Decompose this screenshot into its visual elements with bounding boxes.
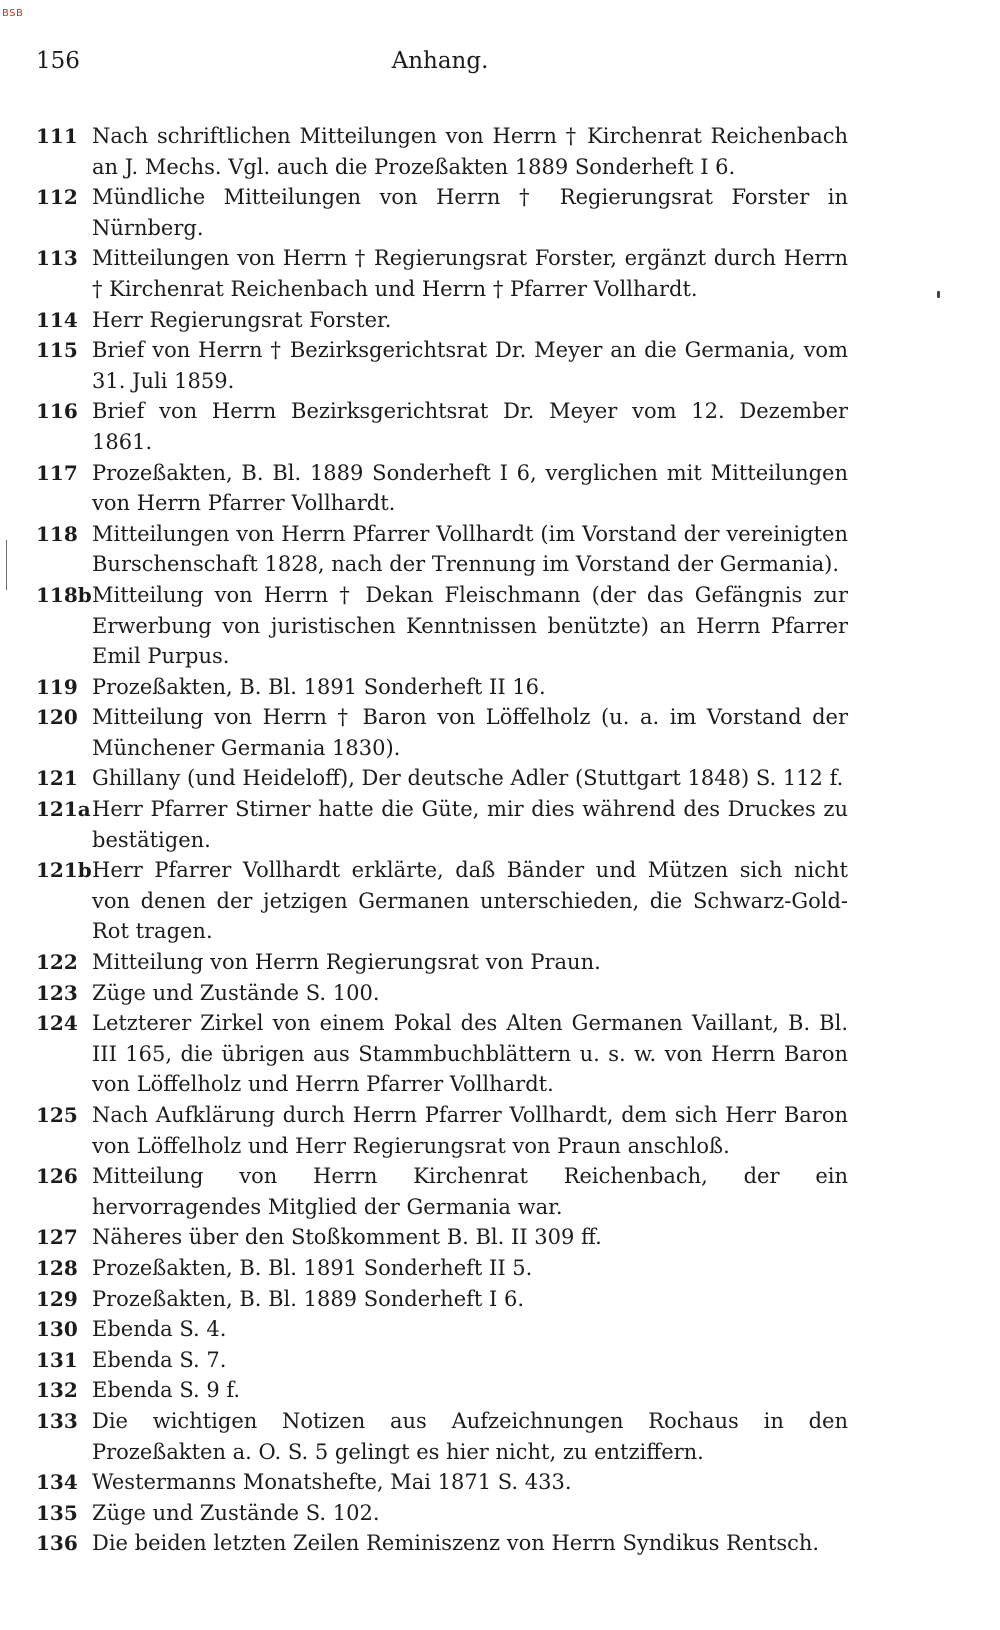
endnote-item [36, 243, 848, 304]
endnote-text: Brief von Herrn Bezirksgerichtsrat Dr. Meyer vom 12. Dezember 1861. [92, 399, 848, 454]
endnote-number: 129 [36, 1286, 78, 1311]
endnote-number: 117 [36, 460, 78, 485]
endnote-number: 119 [36, 674, 78, 699]
endnote-number: 123 [36, 980, 78, 1005]
endnote-item [36, 580, 848, 672]
endnote-text: Mitteilungen von Herrn † Regierungsrat Forster, ergänzt durch Herrn † Kirchenrat Reichenbach und Herrn † Pfarrer Vollhardt. [92, 246, 848, 301]
endnote-item [36, 1406, 848, 1467]
endnote-number: 120 [36, 705, 78, 730]
endnote-text: Ebenda S. 4. [92, 1317, 227, 1342]
endnote-item [36, 794, 848, 855]
endnote-text: Die beiden letzten Zeilen Reminiszenz von Herrn Syndikus Rentsch. [92, 1531, 820, 1556]
endnote-item [36, 335, 848, 396]
endnote-text: Mitteilungen von Herrn Pfarrer Vollhardt (im Vorstand der vereinigten Burschenschaft 1828, nach der Trennung im Vorstand der Germania). [92, 521, 848, 577]
endnote-number: 128 [36, 1255, 78, 1280]
endnote-item [36, 305, 848, 336]
page-header [36, 48, 844, 88]
endnote-item [36, 947, 848, 978]
endnote-text: Prozeßakten, B. Bl. 1889 Sonderheft I 6. [92, 1286, 525, 1311]
endnote-number: 116 [36, 399, 78, 424]
endnote-number: 130 [36, 1317, 78, 1342]
endnote-text: Nach Aufklärung durch Herrn Pfarrer Vollhardt, dem sich Herr Baron von Löffelholz und Herr Regierungsrat von Praun anschloß. [92, 1103, 848, 1158]
endnote-item [36, 121, 848, 182]
endnote-number: 121b [36, 858, 92, 883]
endnote-text: Brief von Herrn † Bezirksgerichtsrat Dr. Meyer an die Germania, vom 31. Juli 1859. [92, 338, 848, 393]
endnote-number: 122 [36, 950, 78, 975]
running-title: Anhang. [391, 48, 489, 74]
endnote-text: Näheres über den Stoßkomment B. Bl. II 309 ff. [92, 1225, 602, 1250]
endnote-item [36, 1222, 848, 1253]
endnote-text: Nach schriftlichen Mitteilungen von Herrn † Kirchenrat Reichenbach an J. Mechs. Vgl. auch die Prozeßakten 1889 Sonderheft I 6. [92, 124, 848, 179]
endnote-item [36, 672, 848, 703]
endnote-text: Letzterer Zirkel von einem Pokal des Alten Germanen Vaillant, B. Bl. III 165, die übrigen aus Stammbuchblättern u. s. w. von Herrn Baron von Löffelholz und Herrn Pfarrer Vollhardt. [92, 1011, 848, 1097]
endnote-text: Westermanns Monatshefte, Mai 1871 S. 433. [92, 1470, 572, 1495]
endnote-item [36, 1467, 848, 1498]
endnote-item [36, 1008, 848, 1100]
endnote-number: 132 [36, 1378, 78, 1403]
endnote-text: Mitteilung von Herrn † Dekan Fleischmann (der das Gefängnis zur Erwerbung von juristischen Kenntnissen benützte) an Herrn Pfarrer Emil Purpus. [92, 582, 848, 669]
endnote-text: Ghillany (und Heideloff), Der deutsche Adler (Stuttgart 1848) S. 112 f. [92, 766, 844, 791]
endnote-number: 115 [36, 338, 78, 363]
endnote-item [36, 519, 848, 580]
page-number: 156 [36, 48, 80, 74]
endnote-item [36, 1100, 848, 1161]
endnote-item [36, 855, 848, 947]
endnote-text: Züge und Zustände S. 100. [92, 980, 380, 1005]
endnote-text: Ebenda S. 9 f. [92, 1378, 241, 1403]
endnote-number: 134 [36, 1470, 78, 1495]
endnote-item [36, 1284, 848, 1315]
endnote-text: Herr Regierungsrat Forster. [92, 307, 392, 332]
endnote-number: 124 [36, 1011, 78, 1036]
endnote-text: Prozeßakten, B. Bl. 1891 Sonderheft II 16. [92, 674, 546, 699]
endnote-number: 126 [36, 1164, 78, 1189]
endnote-number: 127 [36, 1225, 78, 1250]
endnote-number: 118 [36, 521, 78, 546]
endnote-item [36, 1314, 848, 1345]
endnote-item [36, 182, 848, 243]
endnote-item [36, 1498, 848, 1529]
endnote-number: 118b [36, 582, 92, 607]
endnote-text: Mitteilung von Herrn Regierungsrat von Praun. [92, 950, 601, 975]
endnote-number: 136 [36, 1531, 78, 1556]
endnote-text: Die wichtigen Notizen aus Aufzeichnungen Rochaus in den Prozeßakten a. O. S. 5 gelingt es hier nicht, zu entziffern. [92, 1408, 848, 1464]
endnote-item [36, 1253, 848, 1284]
endnote-text: Prozeßakten, B. Bl. 1891 Sonderheft II 5. [92, 1255, 533, 1280]
endnote-text: Mitteilung von Herrn † Baron von Löffelholz (u. a. im Vorstand der Münchener Germania 1830). [92, 705, 848, 760]
endnote-number: 113 [36, 246, 78, 271]
endnote-text: Züge und Zustände S. 102. [92, 1500, 380, 1525]
endnote-text: Prozeßakten, B. Bl. 1889 Sonderheft I 6, verglichen mit Mitteilungen von Herrn Pfarrer Vollhardt. [92, 460, 848, 516]
endnote-text: Herr Pfarrer Stirner hatte die Güte, mir dies während des Druckes zu bestätigen. [92, 797, 848, 852]
endnote-text: Mitteilung von Herrn Kirchenrat Reichenbach, der ein hervorragendes Mitglied der Germania war. [92, 1164, 848, 1219]
endnote-item [36, 1345, 848, 1376]
margin-mark [6, 540, 7, 590]
endnotes-list [36, 121, 848, 1559]
endnote-item [36, 1528, 848, 1559]
endnote-number: 125 [36, 1103, 78, 1127]
endnote-number: 133 [36, 1408, 78, 1433]
endnote-text: Ebenda S. 7. [92, 1347, 227, 1372]
endnote-number: 131 [36, 1347, 78, 1372]
endnote-item [36, 1375, 848, 1406]
endnote-number: 121 [36, 766, 78, 791]
endnote-item [36, 1161, 848, 1222]
endnote-item [36, 763, 848, 794]
endnote-text: Mündliche Mitteilungen von Herrn † Regierungsrat Forster in Nürnberg. [92, 185, 848, 240]
endnote-number: 111 [36, 124, 78, 148]
endnote-number: 135 [36, 1500, 78, 1525]
endnote-number: 121a [36, 797, 91, 822]
endnote-item [36, 978, 848, 1009]
endnote-number: 112 [36, 185, 78, 210]
endnote-item [36, 458, 848, 519]
endnote-item [36, 702, 848, 763]
library-watermark: BSB [2, 8, 24, 19]
endnote-number: 114 [36, 307, 78, 332]
endnote-item [36, 396, 848, 457]
print-speck [937, 291, 940, 298]
endnote-text: Herr Pfarrer Vollhardt erklärte, daß Bänder und Mützen sich nicht von denen der jetzigen Germanen unterschieden, die Schwarz-Gold-Rot tragen. [92, 858, 848, 944]
